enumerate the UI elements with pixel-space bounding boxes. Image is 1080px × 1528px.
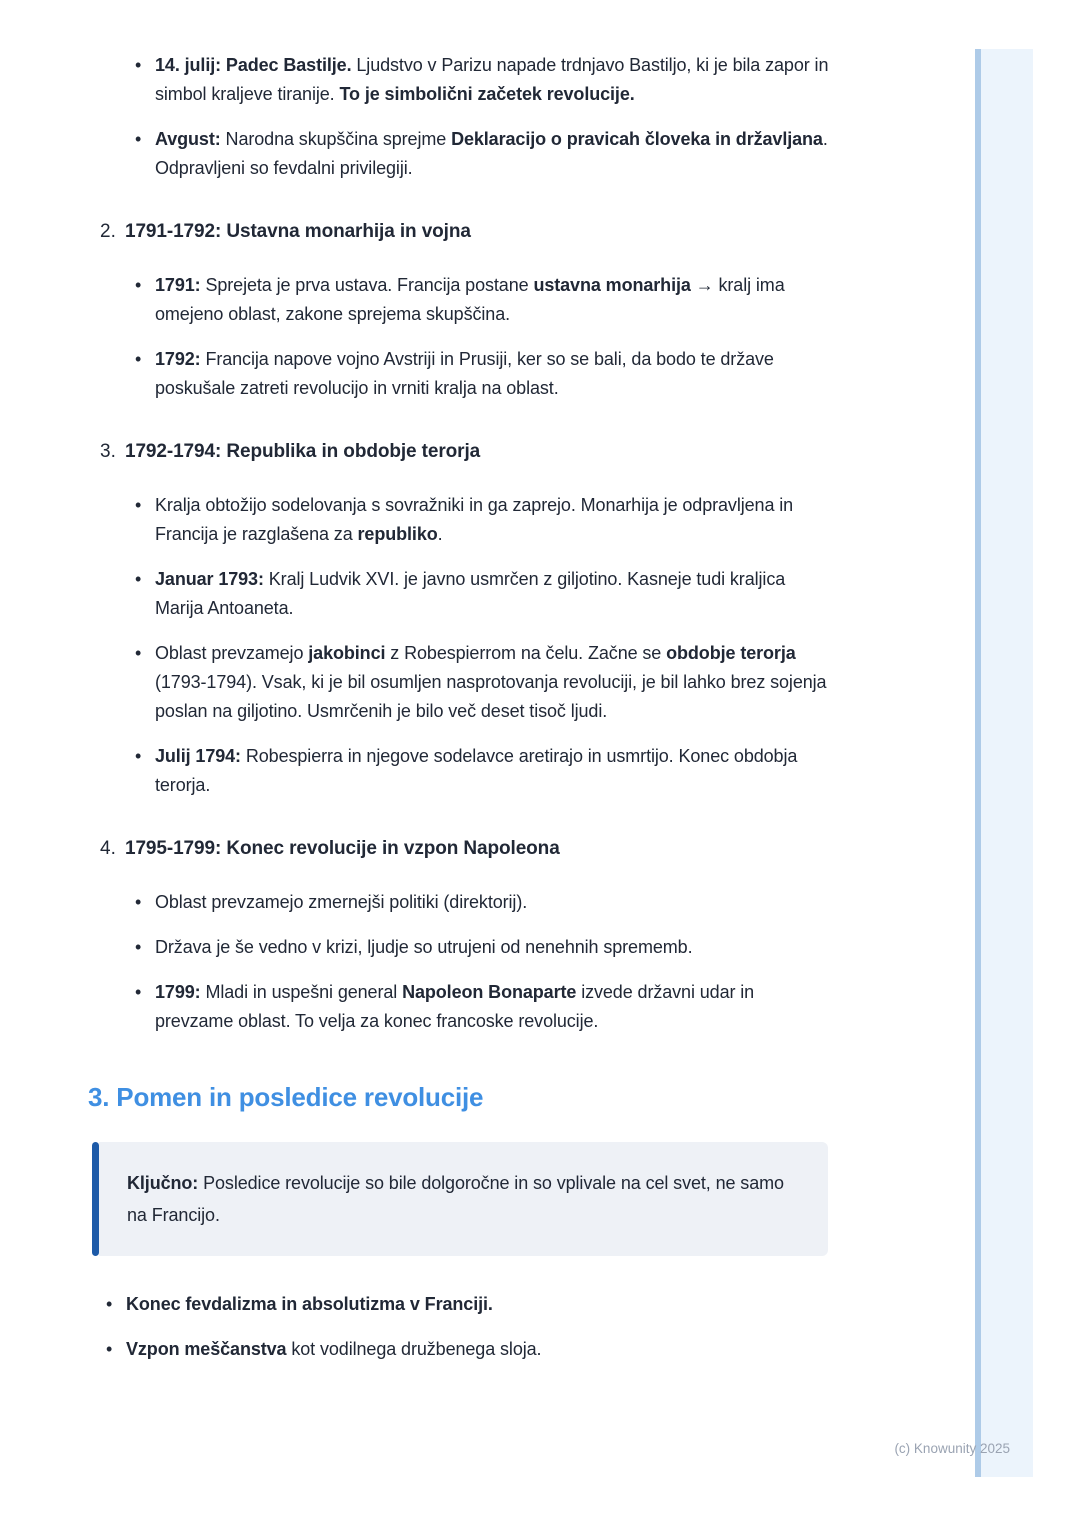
list-item-text: Konec fevdalizma in absolutizma v Franciji. xyxy=(126,1294,493,1314)
key-point-callout xyxy=(92,1142,828,1256)
section-republika-teror xyxy=(100,437,835,800)
list-item-text: 14. julij: Padec Bastilje. Ljudstvo v Parizu napade trdnjavo Bastiljo, ki je bila zapor in simbol kraljeve tiranije. To je simbolični začetek revolucije. xyxy=(155,55,829,104)
section-title-text: 1791-1792: Ustavna monarhija in vojna xyxy=(125,221,471,242)
list-item xyxy=(106,1335,835,1364)
section-bullet-list xyxy=(100,491,835,800)
section-title xyxy=(100,217,835,246)
bullet-icon: • xyxy=(135,746,142,766)
list-item-text: 1791: Sprejeta je prva ustava. Francija postane ustavna monarhija → kralj ima omejeno oblast, zakone sprejema skupščina. xyxy=(155,275,785,324)
copyright-footer: (c) Knowunity 2025 xyxy=(894,1441,1010,1456)
list-item-text: Julij 1794: Robespierra in njegove sodelavce aretirajo in usmrtijo. Konec obdobja terorja. xyxy=(155,746,798,795)
bullet-icon: • xyxy=(135,937,142,957)
section-bullet-list xyxy=(100,888,835,1036)
bullet-icon: • xyxy=(135,495,142,515)
bullet-icon: • xyxy=(135,129,142,149)
list-item xyxy=(135,978,835,1036)
list-item xyxy=(135,742,835,800)
list-item xyxy=(135,125,835,183)
list-item xyxy=(135,565,835,623)
list-item-text: Kralja obtožijo sodelovanja s sovražniki in ga zaprejo. Monarhija je odpravljena in Francija je razglašena za republiko. xyxy=(155,495,794,544)
list-item-text: Vzpon meščanstva kot vodilnega družbenega sloja. xyxy=(126,1339,542,1359)
section-number: 4. xyxy=(100,838,116,859)
list-item-text: Avgust: Narodna skupščina sprejme Deklaracijo o pravicah človeka in državljana. Odpravljeni so fevdalni privilegiji. xyxy=(155,129,828,178)
list-item-text: Oblast prevzamejo zmernejši politiki (direktorij). xyxy=(155,892,528,912)
list-item xyxy=(106,1290,835,1319)
list-item-text: 1799: Mladi in uspešni general Napoleon Bonaparte izvede državni udar in prevzame oblast. To velja za konec francoske revolucije. xyxy=(155,982,755,1031)
list-item xyxy=(135,639,835,726)
bullet-icon: • xyxy=(135,275,142,295)
bullet-icon: • xyxy=(135,892,142,912)
callout-text: Ključno: Posledice revolucije so bile dolgoročne in so vplivale na cel svet, ne samo na Francijo. xyxy=(127,1173,784,1225)
list-item-text: Januar 1793: Kralj Ludvik XVI. je javno usmrčen z giljotino. Kasneje tudi kraljica Marija Antoaneta. xyxy=(155,569,786,618)
document-content xyxy=(88,51,835,1364)
bullet-icon: • xyxy=(106,1294,113,1314)
page-edge-strip xyxy=(975,49,1033,1477)
list-item-text: Oblast prevzamejo jakobinci z Robespierrom na čelu. Začne se obdobje terorja (1793-1794). Vsak, ki je bil osumljen nasprotovanja revoluciji, je bil lahko brez sojenja poslan na giljotino. Usmrčenih je bilo več deset tisoč ljudi. xyxy=(155,643,827,721)
section-ustavna-monarhija xyxy=(100,217,835,403)
list-item xyxy=(135,271,835,329)
section-heading-pomen-posledice: 3. Pomen in posledice revolucije xyxy=(88,1082,484,1112)
callout-accent-bar xyxy=(92,1142,99,1256)
bullet-icon: • xyxy=(135,982,142,1002)
list-item-text: Država je še vedno v krizi, ljudje so utrujeni od nenehnih sprememb. xyxy=(155,937,693,957)
section-title xyxy=(100,834,835,863)
list-item xyxy=(135,888,835,917)
list-item-text: 1792: Francija napove vojno Avstriji in Prusiji, ker so se bali, da bodo te države poskušale zatreti revolucijo in vrniti kralja na oblast. xyxy=(155,349,774,398)
section-title xyxy=(100,437,835,466)
section-bullet-list xyxy=(100,271,835,403)
list-item xyxy=(135,345,835,403)
bullet-icon: • xyxy=(135,349,142,369)
callout-box xyxy=(99,1142,828,1256)
list-item xyxy=(135,491,835,549)
consequences-bullet-list xyxy=(100,1290,835,1364)
list-item xyxy=(135,933,835,962)
bullet-icon: • xyxy=(135,569,142,589)
section-title-text: 1792-1794: Republika in obdobje terorja xyxy=(125,441,481,462)
bullet-icon: • xyxy=(135,643,142,663)
section-konec-revolucije xyxy=(100,834,835,1036)
list-item xyxy=(135,51,835,109)
intro-bullet-list xyxy=(100,51,835,183)
bullet-icon: • xyxy=(106,1339,113,1359)
section-number: 2. xyxy=(100,221,116,242)
section-title-text: 1795-1799: Konec revolucije in vzpon Napoleona xyxy=(125,838,560,859)
section-number: 3. xyxy=(100,441,116,462)
bullet-icon: • xyxy=(135,55,142,75)
